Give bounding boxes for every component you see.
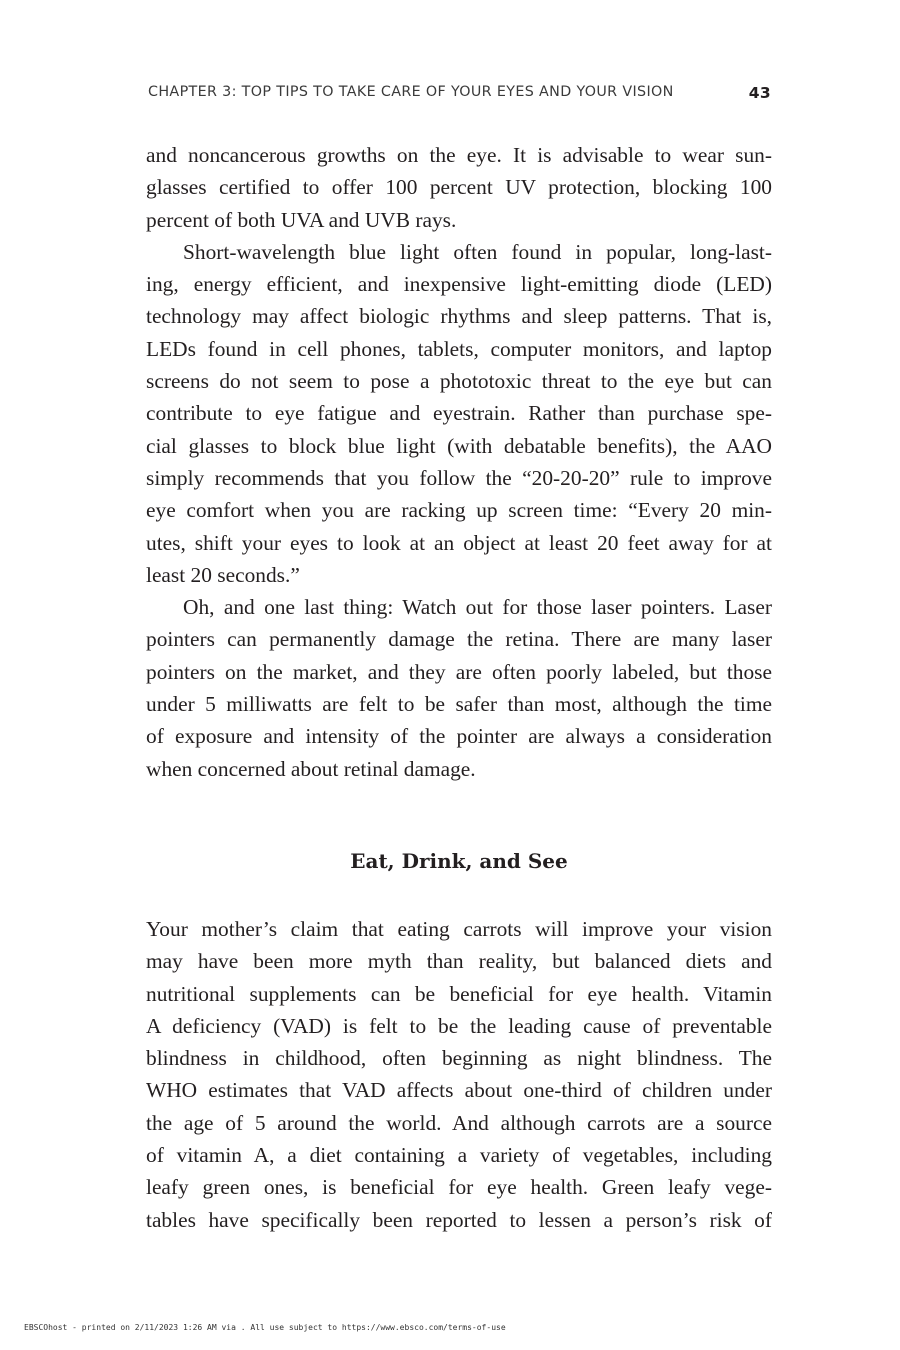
text-line: least 20 seconds.” <box>146 562 300 587</box>
text-line: pointers can permanently damage the retina. There are many laser <box>146 627 772 652</box>
text-line: eye comfort when you are racking up screen time: “Every 20 min- <box>146 498 772 523</box>
chapter-title: CHAPTER 3: TOP TIPS TO TAKE CARE OF YOUR EYES AND YOUR VISION <box>148 84 674 100</box>
paragraph-blue-light <box>146 236 772 591</box>
text-line: percent of both UVA and UVB rays. <box>146 207 457 232</box>
text-line: when concerned about retinal damage. <box>146 756 476 781</box>
text-line: LEDs found in cell phones, tablets, computer monitors, and laptop <box>146 336 772 361</box>
text-line: blindness in childhood, often beginning as night blindness. The <box>146 1046 772 1071</box>
text-line: may have been more myth than reality, but balanced diets and <box>146 949 772 974</box>
paragraph-laser-pointers <box>146 591 772 785</box>
text-line: of vitamin A, a diet containing a variety of vegetables, including <box>146 1143 772 1168</box>
text-line: Oh, and one last thing: Watch out for those laser pointers. Laser <box>183 595 772 620</box>
paragraph-uv-protection <box>146 139 772 236</box>
text-line: tables have specifically been reported to lessen a person’s risk of <box>146 1207 772 1232</box>
text-line: under 5 milliwatts are felt to be safer than most, although the time <box>146 692 772 717</box>
text-line: WHO estimates that VAD affects about one-third of children under <box>146 1078 772 1103</box>
text-line: utes, shift your eyes to look at an object at least 20 feet away for at <box>146 530 772 555</box>
page-number: 43 <box>748 84 771 102</box>
paragraph-carrots-vitamin-a <box>146 913 772 1236</box>
body-text-top <box>146 139 772 785</box>
text-line: Your mother’s claim that eating carrots will improve your vision <box>146 917 772 941</box>
running-head <box>148 84 771 100</box>
text-line: ing, energy efficient, and inexpensive light-emitting diode (LED) <box>146 272 772 297</box>
text-line: pointers on the market, and they are often poorly labeled, but those <box>146 659 772 684</box>
text-line: the age of 5 around the world. And although carrots are a source <box>146 1110 772 1135</box>
text-line: screens do not seem to pose a phototoxic threat to the eye but can <box>146 369 772 394</box>
text-line: leafy green ones, is beneficial for eye health. Green leafy vege- <box>146 1175 772 1200</box>
text-line: glasses certified to offer 100 percent UV protection, blocking 100 <box>146 175 772 200</box>
text-line: simply recommends that you follow the “20-20-20” rule to improve <box>146 465 772 490</box>
text-line: A deficiency (VAD) is felt to be the leading cause of preventable <box>146 1013 772 1038</box>
text-line: nutritional supplements can be beneficial for eye health. Vitamin <box>146 981 772 1006</box>
text-line: contribute to eye fatigue and eyestrain. Rather than purchase spe- <box>146 401 772 426</box>
text-line: of exposure and intensity of the pointer are always a consideration <box>146 724 772 749</box>
print-footer: EBSCOhost - printed on 2/11/2023 1:26 AM via . All use subject to https://www.ebsco.com/terms-of-use <box>24 1323 506 1332</box>
text-line: technology may affect biologic rhythms and sleep patterns. That is, <box>146 304 772 329</box>
text-line: Short-wavelength blue light often found in popular, long-last- <box>183 239 772 264</box>
text-line: cial glasses to block blue light (with debatable benefits), the AAO <box>146 433 772 458</box>
section-heading: Eat, Drink, and See <box>350 849 568 873</box>
text-line: and noncancerous growths on the eye. It is advisable to wear sun- <box>146 143 772 167</box>
body-text-bottom <box>146 913 772 1236</box>
